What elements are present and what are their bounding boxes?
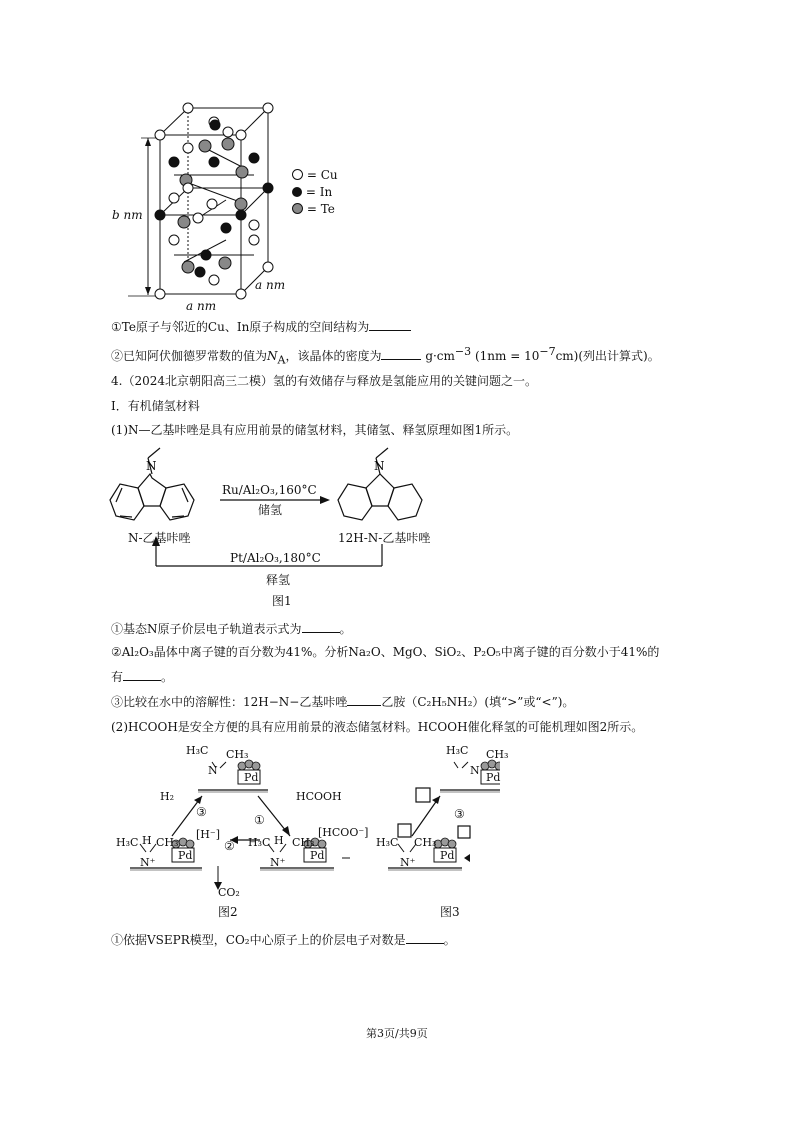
question-1-1-text: ①基态N原子价层电子轨道表示式为	[111, 622, 302, 636]
answer-blank[interactable]	[302, 620, 340, 633]
density-text-mid: ，该晶体的密度为	[285, 349, 382, 363]
fig2-h-mid: H	[274, 834, 284, 847]
crystal-legend	[292, 167, 338, 218]
fig3-pd-left: Pd	[440, 849, 455, 862]
question-1-2-line2	[111, 668, 173, 685]
fig3-step3: ③	[454, 807, 465, 821]
avogadro-sub: A	[277, 353, 286, 367]
fig2-nplus-left: N⁺	[140, 856, 156, 869]
fig3-n-top: N	[470, 764, 480, 777]
fig2-h3c-mid: H₃C	[248, 836, 271, 849]
question-1-1	[111, 620, 352, 637]
density-unit-sup: −3	[454, 345, 472, 358]
fig2-h3c-left: H₃C	[116, 836, 139, 849]
section-1-heading: I．有机储氢材料	[111, 399, 200, 413]
fig3-ch3-left: CH₃	[414, 836, 437, 849]
density-paren-sup: −7	[539, 345, 556, 358]
fig2-pd-mid: Pd	[310, 849, 325, 862]
density-paren-end: cm)	[555, 349, 579, 363]
fig1-left-name: N-乙基咔唑	[128, 531, 191, 545]
fig2-step1: ①	[254, 813, 265, 827]
legend-in-label: = In	[305, 185, 333, 199]
fig1-n-left: N	[146, 459, 157, 473]
fig2-hcoo: [HCOO⁻]	[318, 826, 369, 839]
fig3-ch3-top: CH₃	[486, 748, 509, 761]
fig1-store-label: 储氢	[258, 503, 283, 517]
fig2-ch3-mid: CH₃	[292, 836, 315, 849]
fig3-pd-top: Pd	[486, 771, 501, 784]
answer-blank[interactable]	[369, 318, 411, 331]
density-tail: (列出计算式)。	[578, 349, 660, 363]
fig2-h2: H₂	[160, 790, 175, 803]
fig2-n-top: N	[208, 764, 218, 777]
density-text-before: ②已知阿伏伽德罗常数的值为	[111, 349, 268, 363]
question-te-structure	[111, 318, 411, 335]
answer-blank[interactable]	[406, 931, 444, 944]
fig2-pd-left: Pd	[178, 849, 193, 862]
legend-in	[292, 184, 338, 201]
question-2-1	[111, 931, 456, 948]
fig3-caption: 图3	[440, 905, 460, 919]
fig2-caption: 图2	[218, 905, 238, 919]
fig3-h3c-top: H₃C	[446, 744, 469, 757]
fig1-release-label: 释氢	[266, 573, 291, 587]
question-1-3-text-a: ③比较在水中的溶解性：12H−N−乙基咔唑	[111, 695, 348, 709]
q4-title: 4.（2024北京朝阳高三二模）氢的有效储存与释放是氢能应用的关键问题之一。	[111, 374, 537, 388]
fig2-nplus-mid: N⁺	[270, 856, 286, 869]
question-1-2-end: 。	[161, 670, 174, 684]
cu-atom-icon	[292, 169, 303, 180]
question-density	[111, 344, 660, 368]
question-1-1-end: 。	[339, 622, 352, 636]
legend-cu	[292, 167, 338, 184]
density-unit: g·cm	[425, 349, 455, 363]
fig1-n-right: N	[374, 459, 385, 473]
question-1-3	[111, 693, 574, 710]
question-1-3-text-b: 乙胺（C₂H₅NH₂）(填“>”或“<”)。	[381, 695, 575, 709]
fig2-ch3-top: CH₃	[226, 748, 249, 761]
question-2-1-end: 。	[443, 933, 456, 947]
fig2-h-left: H	[142, 834, 152, 847]
fig2-hminus: [H⁻]	[196, 828, 220, 841]
fig3-h3c-left: H₃C	[376, 836, 399, 849]
fig2-pd-top: Pd	[244, 771, 259, 784]
question-2-1-text: ①依据VSEPR模型，CO₂中心原子上的价层电子对数是	[111, 933, 406, 947]
te-atom-icon	[292, 203, 303, 214]
fig1-store-condition: Ru/Al₂O₃,160°C	[222, 483, 317, 497]
legend-te-label: = Te	[306, 202, 335, 216]
answer-blank[interactable]	[347, 693, 381, 706]
in-atom-icon	[292, 187, 302, 197]
sub-question-1: (1)N—乙基咔唑是具有应用前景的储氢材料，其储氢、释氢原理如图1所示。	[111, 423, 519, 437]
fig2-ch3-left: CH₃	[156, 836, 179, 849]
fig2-h3c-top: H₃C	[186, 744, 209, 757]
fig2-co2: CO₂	[218, 886, 240, 899]
density-paren: (1nm = 10	[474, 349, 540, 363]
avogadro-symbol: N	[267, 349, 278, 363]
fig2-step2: ②	[224, 839, 235, 853]
sub-question-2: (2)HCOOH是安全方便的具有应用前景的液态储氢材料。HCOOH催化释氢的可能机理如图2所示。	[111, 720, 644, 734]
question-1-2: ②Al₂O₃晶体中离子键的百分数为41%。分析Na₂O、MgO、SiO₂、P₂O₅中离子键的百分数小于41%的	[111, 645, 660, 659]
answer-blank[interactable]	[381, 347, 421, 360]
page-footer: 第3页/共9页	[366, 1027, 428, 1040]
answer-blank[interactable]	[123, 668, 161, 681]
fig1-caption: 图1	[272, 594, 292, 608]
crystal-a-label-side: a nm	[255, 278, 286, 292]
legend-cu-label: = Cu	[306, 168, 338, 182]
fig3-nplus: N⁺	[400, 856, 416, 869]
fig2-step3: ③	[196, 805, 207, 819]
legend-te	[292, 201, 338, 218]
figure-2-mechanism	[110, 740, 500, 905]
question-te-structure-text: ①Te原子与邻近的Cu、In原子构成的空间结构为	[111, 320, 370, 334]
crystal-b-label: b nm	[112, 208, 143, 222]
crystal-a-label-bottom: a nm	[186, 299, 217, 313]
question-1-2-line2-text: 有	[111, 670, 124, 684]
fig1-right-name: 12H-N-乙基咔唑	[338, 531, 431, 545]
fig1-release-condition: Pt/Al₂O₃,180°C	[230, 551, 321, 565]
fig2-hcooh: HCOOH	[296, 790, 342, 803]
